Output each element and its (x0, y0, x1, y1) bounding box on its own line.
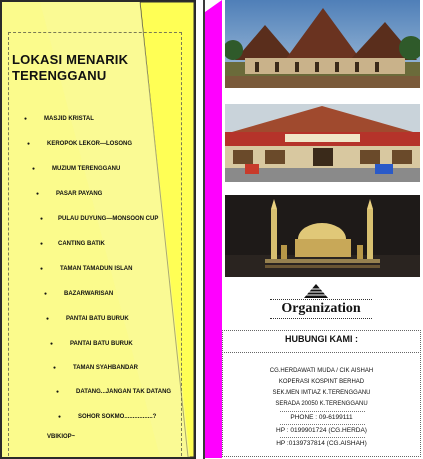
place-label: DATANG...JANGAN TAK DATANG (76, 389, 172, 395)
contact-mobile-herda: HP : 0199901724 (CG.HERDA) (276, 427, 367, 434)
bullet-icon: ● (36, 191, 40, 197)
place-label: PANTAI BATU BURUK (66, 316, 129, 322)
contact-divider (222, 352, 421, 353)
museum-building-photo (225, 0, 420, 88)
contact-address-line-2: SERADA 20050 K.TERENGGANU (275, 401, 368, 407)
bullet-icon: ● (40, 241, 44, 247)
place-label: MASJID KRISTAL (44, 116, 94, 122)
bullet-icon: ● (40, 216, 44, 222)
contact-organization: KOPERASI KOSPINT BERHAD (278, 379, 365, 385)
place-label: BAZARWARISAN (64, 291, 114, 297)
place-label: PULAU DUYUNG—MONSOON CUP (58, 216, 159, 222)
contact-mobile-aishah: HP :0139737814 (CG.AISHAH) (276, 440, 367, 447)
phone-divider (280, 424, 365, 425)
place-label: CANTING BATIK (58, 241, 105, 247)
place-label: VBIKIOP~ (47, 434, 76, 440)
place-label: MUZIUM TERENGGANU (52, 166, 121, 172)
bullet-icon: ● (58, 414, 62, 420)
bullet-icon: ● (53, 365, 57, 371)
triangle-stripes-logo (304, 284, 328, 298)
brochure-title (12, 52, 187, 84)
bullet-icon: ● (32, 166, 36, 172)
contact-name: CG.HERDAWATI MUDA / CIK AISHAH (269, 368, 374, 374)
place-label: SOHOR SOKMO.................? (78, 414, 157, 420)
bullet-icon: ● (56, 389, 60, 395)
place-label: PANTAI BATU BURUK (70, 341, 133, 347)
bullet-icon: ● (40, 266, 44, 272)
bullet-icon: ● (24, 116, 28, 122)
place-label: TAMAN SYAHBANDAR (73, 365, 139, 371)
bullet-icon: ● (46, 316, 50, 322)
phone-divider (280, 437, 365, 438)
contact-phone: PHONE : 09-6199111 (290, 414, 353, 421)
crystal-mosque-night-photo (225, 195, 420, 277)
magenta-bar-cap (205, 0, 222, 12)
bullet-icon: ● (27, 141, 31, 147)
title-line-2: TERENGGANU (12, 68, 107, 83)
market-building-photo (225, 104, 420, 182)
contact-address-line-1: SEK.MEN IMTIAZ K.TERENGGANU (272, 390, 371, 396)
organization-label: Organization (270, 299, 372, 319)
contact-heading: HUBUNGI KAMI : (285, 334, 358, 344)
phone-divider (280, 411, 365, 412)
place-label: TAMAN TAMADUN ISLAN (60, 266, 133, 272)
place-label: PASAR PAYANG (56, 191, 103, 197)
place-label: KEROPOK LEKOR—LOSONG (47, 141, 133, 147)
bullet-icon: ● (44, 291, 48, 297)
bullet-icon: ● (50, 341, 54, 347)
magenta-accent-bar (205, 12, 222, 458)
title-line-1: LOKASI MENARIK (12, 52, 129, 67)
